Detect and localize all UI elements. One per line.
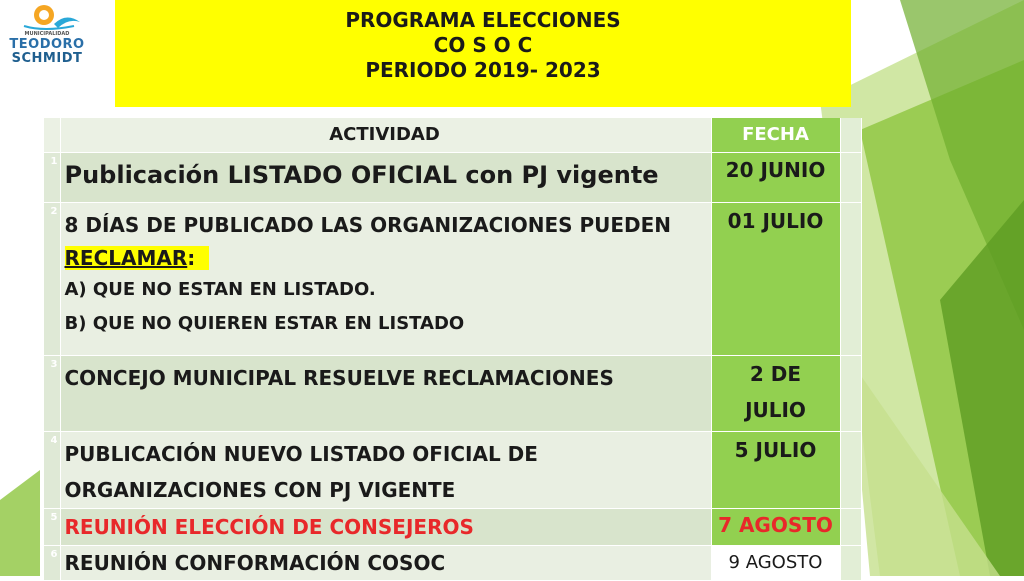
- page-title-banner: [115, 0, 851, 107]
- extra-column-cell: [840, 509, 861, 546]
- activity-cell: PUBLICACIÓN NUEVO LISTADO OFICIAL DE ORGANIZACIONES CON PJ VIGENTE: [60, 432, 711, 509]
- schedule-table: [44, 118, 862, 581]
- row-number: 1: [44, 153, 60, 203]
- activity-cell: REUNIÓN ELECCIÓN DE CONSEJEROS: [60, 509, 711, 546]
- activity-text: 8 DÍAS DE PUBLICADO LAS ORGANIZACIONES PUEDEN: [64, 213, 672, 237]
- title-line-1: PROGRAMA ELECCIONES: [345, 8, 621, 32]
- reclamar-line: [65, 243, 705, 273]
- reclamar-colon: :: [187, 246, 196, 270]
- table-row: [44, 432, 861, 509]
- logo-name-line2: SCHMIDT: [11, 51, 83, 66]
- reclamar-word: RECLAMAR: [64, 246, 188, 270]
- table-row: [44, 509, 861, 546]
- row-number: 2: [44, 203, 60, 356]
- table-row: [44, 356, 861, 432]
- activity-cell: CONCEJO MUNICIPAL RESUELVE RECLAMACIONES: [60, 356, 711, 432]
- extra-column-cell: [840, 153, 861, 203]
- date-cell: 7 AGOSTO: [711, 509, 840, 546]
- activity-cell: REUNIÓN CONFORMACIÓN COSOC: [60, 546, 711, 581]
- extra-column-cell: [840, 118, 861, 153]
- date-cell: 5 JULIO: [711, 432, 840, 509]
- municipality-logo: [4, 2, 90, 68]
- logo-name-line1: TEODORO: [9, 37, 85, 52]
- date-cell: 20 JUNIO: [711, 153, 840, 203]
- activity-cell: [60, 153, 711, 203]
- reclamar-highlight: [65, 246, 210, 270]
- table-header-row: [44, 118, 861, 153]
- title-line-3: PERIODO 2019- 2023: [365, 58, 601, 82]
- row-number: 4: [44, 432, 60, 509]
- fecha-header: FECHA: [711, 118, 840, 153]
- title-line-2: CO S O C: [433, 33, 533, 57]
- row-number: 3: [44, 356, 60, 432]
- extra-column-cell: [840, 432, 861, 509]
- activity-text: Publicación LISTADO OFICIAL con PJ vigente: [64, 161, 659, 189]
- table-row: [44, 153, 861, 203]
- sun-wave-icon: [4, 2, 90, 32]
- option-a: A) QUE NO ESTAN EN LISTADO.: [64, 279, 376, 300]
- date-cell: 01 JULIO: [711, 203, 840, 356]
- extra-column-cell: [840, 356, 861, 432]
- date-line-2: JULIO: [745, 398, 806, 422]
- actividad-header: ACTIVIDAD: [60, 118, 711, 153]
- logo-caption: MUNICIPALIDAD: [24, 31, 70, 37]
- num-header-cell: [44, 118, 60, 153]
- activity-cell: [60, 203, 711, 356]
- row-number: 6: [44, 546, 60, 581]
- table-row: [44, 546, 861, 581]
- date-line-1: 2 DE: [749, 362, 802, 386]
- extra-column-cell: [840, 546, 861, 581]
- row-number: 5: [44, 509, 60, 546]
- extra-column-cell: [840, 203, 861, 356]
- date-cell: 9 AGOSTO: [711, 546, 840, 581]
- table-row: [44, 203, 861, 356]
- option-b: B) QUE NO QUIEREN ESTAR EN LISTADO: [64, 313, 465, 334]
- date-cell: [711, 356, 840, 432]
